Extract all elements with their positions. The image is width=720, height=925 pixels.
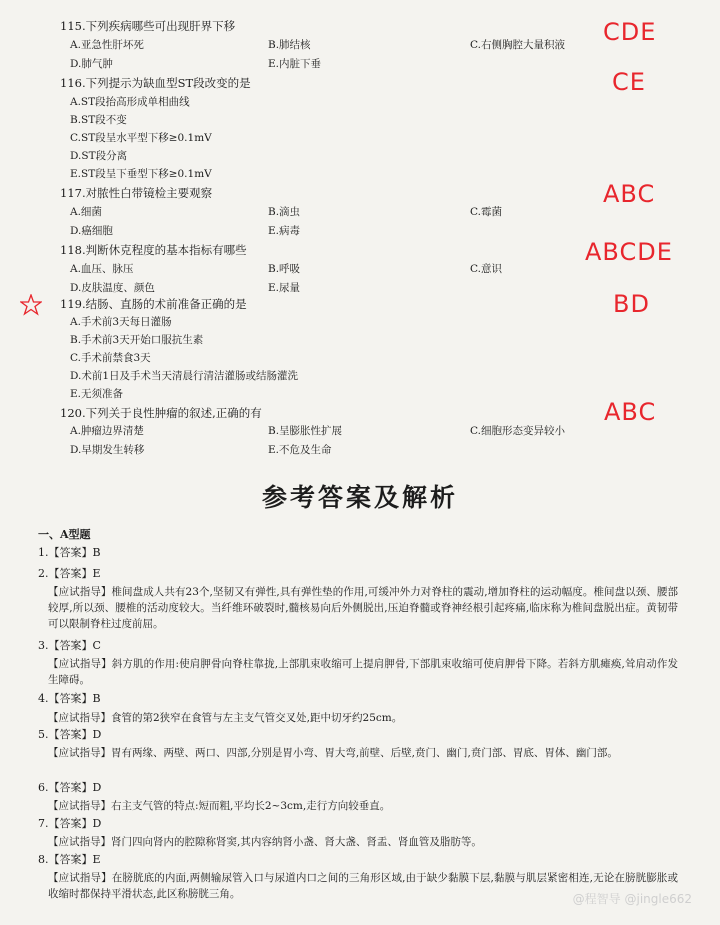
- option-e: E.病毒: [268, 225, 301, 237]
- answer-label: 1.【答案】B: [38, 546, 101, 559]
- option-a: A.细菌: [70, 206, 102, 218]
- option-d: D.ST段分离: [70, 150, 128, 162]
- question-116: 116.下列提示为缺血型ST段改变的是: [60, 76, 251, 90]
- option-a: A.ST段抬高形成单相曲线: [70, 96, 190, 108]
- question-117: 117.对脓性白带镜检主要观察: [60, 186, 213, 200]
- answer-label: 3.【答案】C: [38, 639, 101, 652]
- handwritten-answer: CE: [612, 68, 646, 96]
- section-heading: 一、A型题: [38, 528, 91, 541]
- answer-guide: 【应试指导】右主支气管的特点:短而粗,平均长2~3cm,走行方向较垂直。: [48, 800, 391, 812]
- watermark: @程智导 @jingle662: [572, 892, 692, 906]
- option-e: E.ST段呈下垂型下移≥0.1mV: [70, 168, 212, 180]
- option-a: A.肿瘤边界清楚: [70, 425, 144, 437]
- option-c: C.意识: [470, 263, 502, 275]
- option-b: B.肺结核: [268, 39, 311, 51]
- answer-label: 6.【答案】D: [38, 781, 102, 794]
- option-c: C.细胞形态变异较小: [470, 425, 565, 437]
- question-119: 119.结肠、直肠的术前准备正确的是: [60, 297, 247, 311]
- option-a: A.手术前3天每日灌肠: [70, 316, 172, 328]
- answer-guide: 【应试指导】在膀胱底的内面,两侧输尿管入口与尿道内口之间的三角形区域,由于缺少黏膜下层,黏膜与肌层紧密相连,无论在膀胱膨胀或收缩时都保持平滑状态,此区称膀胱三角。: [48, 872, 678, 900]
- answer-label: 7.【答案】D: [38, 817, 102, 830]
- option-a: A.亚急性肝坏死: [70, 39, 144, 51]
- answer-guide: 【应试指导】食管的第2狭窄在食管与左主支气管交叉处,距中切牙约25cm。: [48, 712, 403, 724]
- option-e: E.尿量: [268, 282, 301, 294]
- option-e: E.不危及生命: [268, 444, 332, 456]
- answer-label: 5.【答案】D: [38, 728, 102, 741]
- option-b: B.滴虫: [268, 206, 301, 218]
- option-b: B.呼吸: [268, 263, 301, 275]
- star-mark-icon: [20, 294, 42, 316]
- answer-label: 2.【答案】E: [38, 567, 101, 580]
- answer-label: 8.【答案】E: [38, 853, 101, 866]
- option-d: D.肺气肿: [70, 58, 113, 70]
- answer-guide: 【应试指导】椎间盘成人共有23个,坚韧又有弹性,具有弹性垫的作用,可缓冲外力对脊柱的震动,增加脊柱的运动幅度。椎间盘以颈、腰部较厚,所以颈、腰椎的活动度较大。当纤维环破裂时,髓核易向后外侧脱出,压迫脊髓或脊神经根引起疼痛,临床称为椎间盘脱出症。黄韧带可以限制脊柱过度前屈。: [48, 586, 678, 630]
- handwritten-answer: ABC: [603, 180, 656, 208]
- option-a: A.血压、脉压: [70, 263, 134, 275]
- question-118: 118.判断休克程度的基本指标有哪些: [60, 243, 247, 257]
- question-115: 115.下列疾病哪些可出现肝界下移: [60, 19, 236, 33]
- option-b: B.呈膨胀性扩展: [268, 425, 343, 437]
- page-title: 参考答案及解析: [261, 483, 458, 512]
- option-b: B.ST段不变: [70, 114, 127, 126]
- option-c: C.ST段呈水平型下移≥0.1mV: [70, 132, 212, 144]
- option-c: C.右侧胸腔大量积液: [470, 39, 565, 51]
- question-120: 120.下列关于良性肿瘤的叙述,正确的有: [60, 406, 262, 420]
- handwritten-answer: ABC: [604, 398, 657, 426]
- option-e: E.内脏下垂: [268, 58, 322, 70]
- handwritten-answer: BD: [613, 290, 650, 318]
- option-c: C.手术前禁食3天: [70, 352, 151, 364]
- option-c: C.霉菌: [470, 206, 502, 218]
- option-b: B.手术前3天开始口服抗生素: [70, 334, 204, 346]
- handwritten-answer: ABCDE: [585, 238, 673, 266]
- option-e: E.无须准备: [70, 388, 124, 400]
- answer-guide: 【应试指导】胃有两缘、两壁、两口、四部,分别是胃小弯、胃大弯,前壁、后壁,贲门、幽门,贲门部、胃底、胃体、幽门部。: [48, 747, 618, 759]
- answer-guide: 【应试指导】斜方肌的作用:使肩胛骨向脊柱靠拢,上部肌束收缩可上提肩胛骨,下部肌束收缩可使肩胛骨下降。若斜方肌瘫痪,耸肩动作发生障碍。: [48, 658, 678, 686]
- option-d: D.早期发生转移: [70, 444, 145, 456]
- handwritten-answer: CDE: [603, 18, 657, 46]
- answer-guide: 【应试指导】肾门四向肾内的腔隙称肾窦,其内容纳肾小盏、肾大盏、肾盂、肾血管及脂肪等。: [48, 836, 482, 848]
- option-d: D.皮肤温度、颜色: [70, 282, 155, 294]
- option-d: D.癌细胞: [70, 225, 113, 237]
- answer-label: 4.【答案】B: [38, 692, 101, 705]
- option-d: D.术前1日及手术当天清晨行清洁灌肠或结肠灌洗: [70, 370, 299, 382]
